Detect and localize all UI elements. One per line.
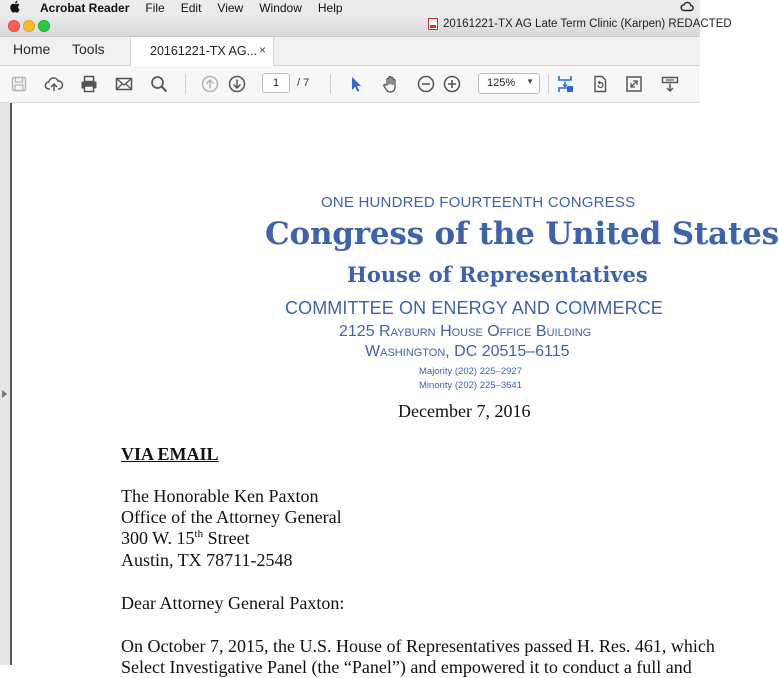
- letter-date: December 7, 2016: [398, 401, 531, 421]
- email-icon[interactable]: [114, 74, 134, 94]
- select-cursor-icon[interactable]: [346, 74, 366, 94]
- address-line-2: Washington, DC 20515–6115: [365, 343, 570, 360]
- street-prefix: 300 W. 15: [121, 528, 195, 548]
- toolbar-divider: [548, 74, 549, 94]
- rotate-view-icon[interactable]: [590, 74, 610, 94]
- pdf-page: [12, 103, 779, 677]
- toolbar: [0, 66, 700, 103]
- page-number-input[interactable]: 1: [262, 73, 290, 93]
- menu-view[interactable]: View: [217, 0, 244, 15]
- full-screen-icon[interactable]: [624, 74, 644, 94]
- zoom-level-value: 125%: [487, 77, 516, 89]
- print-icon[interactable]: [79, 74, 99, 94]
- menu-window[interactable]: Window: [259, 0, 302, 15]
- menu-help[interactable]: Help: [317, 0, 343, 15]
- toolbar-divider: [185, 74, 186, 94]
- previous-page-icon[interactable]: [200, 74, 220, 94]
- body-line: Select Investigative Panel (the “Panel”) and empowered it to conduct a full and: [121, 657, 692, 677]
- letterhead-title: Congress of the United States: [265, 216, 779, 252]
- recipient-office: Office of the Attorney General: [121, 507, 342, 527]
- street-suffix: Street: [203, 528, 250, 548]
- tab-document-label: 20161221-TX AG...: [150, 44, 258, 58]
- window-title-bar: [0, 15, 732, 37]
- zoom-level-select[interactable]: [478, 73, 540, 94]
- tab-bar: [0, 37, 700, 66]
- menu-bar: [0, 0, 700, 15]
- congress-number: ONE HUNDRED FOURTEENTH CONGRESS: [321, 194, 636, 211]
- expand-arrow-icon: [2, 390, 7, 398]
- zoom-out-icon[interactable]: [416, 74, 436, 94]
- zoom-in-icon[interactable]: [442, 74, 462, 94]
- delivery-method: VIA EMAIL: [121, 444, 219, 464]
- street-ordinal: th: [194, 528, 204, 540]
- cloud-upload-icon[interactable]: [44, 74, 64, 94]
- body-line: On October 7, 2015, the U.S. House of Representatives passed H. Res. 461, which: [121, 636, 715, 656]
- window-title-text: 20161221-TX AG Late Term Clinic (Karpen) REDACTED: [443, 18, 732, 30]
- zoom-window-button[interactable]: [38, 20, 50, 32]
- recipient-city: Austin, TX 78711-2548: [121, 550, 293, 570]
- creative-cloud-icon[interactable]: [680, 0, 694, 16]
- hand-tool-icon[interactable]: [381, 74, 401, 94]
- page-total: / 7: [297, 77, 310, 89]
- chevron-down-icon: ▼: [526, 77, 534, 86]
- tab-home[interactable]: Home: [13, 41, 51, 57]
- majority-phone: Majority (202) 225–2927: [419, 366, 522, 377]
- tab-tools[interactable]: Tools: [72, 41, 105, 57]
- close-window-button[interactable]: [8, 20, 20, 32]
- minority-phone: Minority (202) 225–3641: [419, 380, 522, 391]
- recipient-name: The Honorable Ken Paxton: [121, 486, 319, 506]
- pdf-file-icon: [428, 18, 438, 30]
- committee-name: COMMITTEE ON ENERGY AND COMMERCE: [285, 298, 663, 318]
- salutation: Dear Attorney General Paxton:: [121, 593, 345, 613]
- menu-file[interactable]: File: [145, 0, 165, 15]
- scroll-mode-icon[interactable]: [555, 74, 575, 94]
- navigation-pane-toggle[interactable]: [0, 103, 10, 665]
- menu-edit[interactable]: Edit: [180, 0, 202, 15]
- letterhead-house: House of Representatives: [347, 262, 648, 287]
- close-tab-icon[interactable]: ×: [259, 43, 267, 57]
- read-mode-icon[interactable]: [660, 74, 680, 94]
- search-icon[interactable]: [149, 74, 169, 94]
- apple-icon[interactable]: [10, 0, 24, 16]
- address-line-1: 2125 Rayburn House Office Building: [339, 323, 592, 340]
- recipient-street: [121, 528, 250, 549]
- next-page-icon[interactable]: [227, 74, 247, 94]
- document-viewport[interactable]: [0, 103, 779, 677]
- toolbar-divider: [330, 74, 331, 94]
- minimize-window-button[interactable]: [23, 20, 35, 32]
- window-title: [428, 18, 732, 30]
- tab-document[interactable]: [130, 37, 274, 66]
- save-icon[interactable]: [9, 74, 29, 94]
- app-menu[interactable]: Acrobat Reader: [40, 0, 130, 15]
